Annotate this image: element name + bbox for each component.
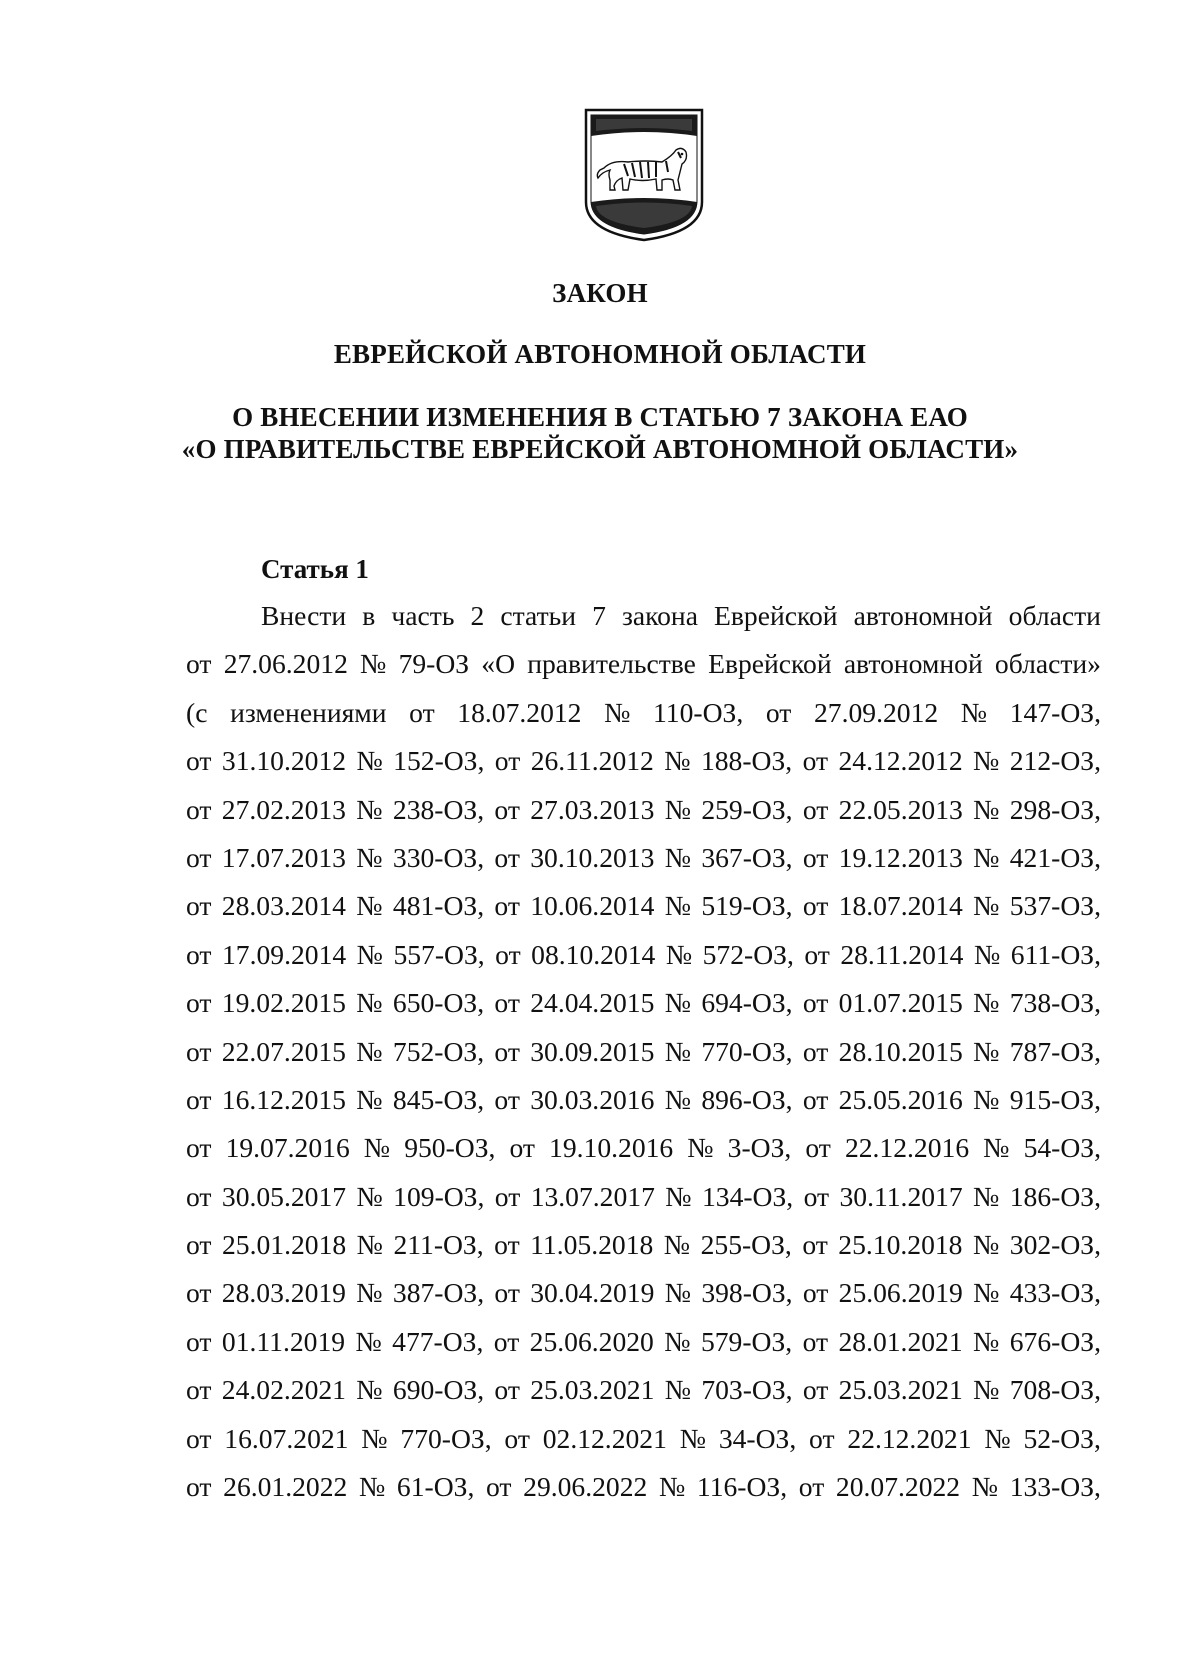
- region-heading: ЕВРЕЙСКОЙ АВТОНОМНОЙ ОБЛАСТИ: [333, 339, 867, 369]
- law-title-line-2: «О ПРАВИТЕЛЬСТВЕ ЕВРЕЙСКОЙ АВТОНОМНОЙ ОБЛАСТИ»: [181, 434, 1019, 464]
- article-word: №: [356, 1374, 383, 1406]
- article-word: 25.05.2016: [838, 1083, 963, 1115]
- article-word: 24.12.2012: [838, 745, 963, 777]
- article-word: 19.10.2016: [549, 1132, 674, 1164]
- article-word: от: [186, 1035, 212, 1067]
- article-line: [186, 882, 1101, 930]
- article-word: 19.02.2015: [221, 987, 346, 1019]
- article-word: от: [802, 745, 829, 777]
- article-word: №: [665, 938, 693, 970]
- article-word: 22.12.2021: [847, 1422, 972, 1454]
- article-word: 16.07.2021: [224, 1422, 349, 1454]
- article-word: 30.10.2013: [530, 841, 655, 873]
- article-word: 109-ОЗ,: [393, 1180, 485, 1212]
- article-word: 25.03.2021: [838, 1374, 963, 1406]
- article-word: 690-ОЗ,: [392, 1374, 485, 1406]
- article-word: 519-ОЗ,: [701, 890, 793, 922]
- article-word: от: [186, 841, 212, 873]
- article-word: от: [802, 793, 829, 825]
- article-word: 738-ОЗ,: [1009, 987, 1101, 1019]
- article-word: 845-ОЗ,: [392, 1083, 485, 1115]
- article-word: №: [971, 1471, 999, 1503]
- article-word: №: [664, 890, 692, 922]
- article-word: 22.05.2013: [838, 793, 963, 825]
- article-word: 27.09.2012: [814, 696, 939, 728]
- article-word: 16.12.2015: [221, 1083, 346, 1115]
- article-word: от: [805, 1132, 831, 1164]
- article-word: 28.11.2014: [840, 938, 964, 970]
- article-word: 950-ОЗ,: [404, 1132, 496, 1164]
- article-word: статьи: [500, 600, 576, 631]
- article-word: области»: [994, 648, 1101, 680]
- article-word: №: [960, 696, 988, 728]
- article-word: 25.03.2021: [530, 1374, 655, 1406]
- article-word: от: [186, 1471, 212, 1503]
- law-title-line-1: О ВНЕСЕНИИ ИЗМЕНЕНИЯ В СТАТЬЮ 7 ЗАКОНА ЕАО: [232, 402, 968, 432]
- article-word: №: [973, 745, 1000, 777]
- coat-of-arms-tiger-icon: [582, 106, 706, 244]
- article-word: №: [363, 1132, 391, 1164]
- article-word: №: [356, 841, 383, 873]
- article-word: автономной: [843, 648, 983, 680]
- article-word: №: [664, 1325, 691, 1357]
- article-word: 22.12.2016: [844, 1132, 970, 1164]
- article-line: [186, 1173, 1101, 1221]
- article-word: 302-ОЗ,: [1009, 1229, 1101, 1261]
- article-word: области: [1008, 600, 1101, 631]
- article-word: закона: [621, 600, 698, 631]
- article-word: №: [356, 1229, 383, 1261]
- article-word: №: [356, 793, 383, 825]
- article-word: 298-ОЗ,: [1009, 793, 1101, 825]
- article-word: 3-ОЗ,: [727, 1132, 792, 1164]
- article-word: 147-ОЗ,: [1009, 696, 1101, 728]
- article-line: [186, 640, 1101, 688]
- article-word: 481-ОЗ,: [392, 890, 485, 922]
- article-word: 255-ОЗ,: [700, 1229, 792, 1261]
- article-word: №: [663, 1229, 691, 1261]
- article-word: №: [604, 696, 631, 728]
- article-word: от: [486, 1471, 512, 1503]
- article-word: 703-ОЗ,: [701, 1374, 793, 1406]
- article-word: (с: [186, 696, 208, 728]
- article-line: [186, 979, 1101, 1027]
- article-word: 25.06.2020: [529, 1325, 654, 1357]
- article-word: 211-ОЗ,: [393, 1229, 484, 1261]
- article-word: №: [665, 1180, 692, 1212]
- article-word: 30.04.2019: [530, 1277, 655, 1309]
- article-word: 79-ОЗ: [398, 648, 470, 680]
- article-word: №: [973, 987, 1000, 1019]
- article-word: 557-ОЗ,: [393, 938, 485, 970]
- article-word: №: [658, 1471, 686, 1503]
- article-word: 421-ОЗ,: [1009, 841, 1101, 873]
- article-line: [186, 1028, 1101, 1076]
- article-word: автономной: [853, 600, 993, 631]
- article-word: от: [186, 890, 212, 922]
- article-word: 387-ОЗ,: [392, 1277, 485, 1309]
- article-word: 31.10.2012: [221, 745, 347, 777]
- article-word: №: [973, 1325, 1000, 1357]
- article-line: [186, 737, 1101, 785]
- article-word: №: [664, 1035, 692, 1067]
- article-word: от: [494, 793, 520, 825]
- article-word: 398-ОЗ,: [701, 1277, 793, 1309]
- article-word: 330-ОЗ,: [392, 841, 485, 873]
- article-word: от: [765, 696, 792, 728]
- article-word: от: [186, 1083, 212, 1115]
- article-line: [186, 1366, 1101, 1414]
- article-word: 13.07.2017: [530, 1180, 655, 1212]
- article-word: 650-ОЗ,: [392, 987, 485, 1019]
- article-word: от: [186, 938, 212, 970]
- article-word: №: [664, 1083, 692, 1115]
- article-word: от: [493, 1325, 520, 1357]
- article-word: от: [186, 1374, 212, 1406]
- article-line: [186, 1269, 1101, 1317]
- article-word: №: [356, 1083, 383, 1115]
- article-word: правительстве: [527, 648, 696, 680]
- article-word: №: [664, 793, 692, 825]
- article-word: 787-ОЗ,: [1009, 1035, 1101, 1067]
- article-word: 708-ОЗ,: [1009, 1374, 1101, 1406]
- article-word: 28.03.2019: [221, 1277, 346, 1309]
- article-word: №: [973, 793, 1000, 825]
- article-word: 30.03.2016: [530, 1083, 655, 1115]
- article-word: от: [504, 1422, 530, 1454]
- article-word: Еврейской: [714, 600, 838, 631]
- article-word: 25.01.2018: [221, 1229, 347, 1261]
- article-word: 152-ОЗ,: [393, 745, 485, 777]
- article-word: №: [973, 1035, 1000, 1067]
- article-word: №: [973, 1180, 1000, 1212]
- article-word: 611-ОЗ,: [1010, 938, 1101, 970]
- article-word: от: [802, 890, 829, 922]
- article-word: часть: [391, 600, 455, 631]
- article-word: №: [356, 1180, 383, 1212]
- article-word: 367-ОЗ,: [701, 841, 793, 873]
- article-word: 212-ОЗ,: [1009, 745, 1101, 777]
- article-word: 10.06.2014: [530, 890, 655, 922]
- article-word: от: [186, 648, 212, 680]
- article-word: №: [361, 1422, 388, 1454]
- article-word: 116-ОЗ,: [696, 1471, 788, 1503]
- article-word: 54-ОЗ,: [1023, 1132, 1101, 1164]
- article-word: 19.07.2016: [225, 1132, 350, 1164]
- article-word: №: [360, 648, 387, 680]
- article-word: от: [494, 1180, 521, 1212]
- article-word: от: [494, 1083, 520, 1115]
- article-word: от: [186, 745, 212, 777]
- article-word: №: [973, 841, 1000, 873]
- article-word: изменениями: [230, 696, 387, 728]
- article-word: 28.01.2021: [838, 1325, 963, 1357]
- article-word: от: [804, 938, 830, 970]
- article-line: [186, 834, 1101, 882]
- article-line: [186, 1221, 1101, 1269]
- article-word: 30.05.2017: [221, 1180, 347, 1212]
- article-word: 18.07.2012: [457, 696, 582, 728]
- article-word: 188-ОЗ,: [700, 745, 793, 777]
- article-word: 25.10.2018: [838, 1229, 963, 1261]
- article-word: от: [186, 1132, 212, 1164]
- article-line: [186, 1124, 1101, 1172]
- article-word: от: [186, 1229, 212, 1261]
- article-word: от: [509, 1132, 535, 1164]
- article-word: от: [186, 1422, 212, 1454]
- article-word: №: [355, 1325, 382, 1357]
- article-word: от: [802, 1325, 829, 1357]
- article-word: 694-ОЗ,: [701, 987, 793, 1019]
- article-word: 02.12.2021: [542, 1422, 667, 1454]
- article-word: №: [973, 1374, 1000, 1406]
- article-word: №: [664, 745, 691, 777]
- article-word: 19.12.2013: [838, 841, 963, 873]
- article-line: [186, 786, 1101, 834]
- article-word: №: [356, 938, 383, 970]
- article-word: 22.07.2015: [221, 1035, 346, 1067]
- article-word: 34-ОЗ,: [718, 1422, 797, 1454]
- article-line: [186, 931, 1101, 979]
- article-word: 26.11.2012: [530, 745, 654, 777]
- article-word: от: [809, 1422, 835, 1454]
- article-word: 17.09.2014: [221, 938, 347, 970]
- article-word: №: [972, 1229, 1000, 1261]
- article-word: 186-ОЗ,: [1009, 1180, 1101, 1212]
- article-word: 24.02.2021: [221, 1374, 346, 1406]
- article-word: 11.05.2018: [530, 1229, 654, 1261]
- article-word: №: [973, 938, 1001, 970]
- article-word: 28.03.2014: [221, 890, 346, 922]
- article-word: от: [494, 1374, 520, 1406]
- law-heading: ЗАКОН: [552, 278, 648, 308]
- article-word: от: [802, 841, 829, 873]
- article-word: 433-ОЗ,: [1009, 1277, 1101, 1309]
- article-word: №: [664, 987, 692, 1019]
- article-word: №: [356, 890, 383, 922]
- article-word: №: [664, 1374, 692, 1406]
- article-word: №: [973, 1277, 1000, 1309]
- article-word: 238-ОЗ,: [392, 793, 485, 825]
- article-word: от: [495, 938, 521, 970]
- article-word: от: [186, 1277, 212, 1309]
- article-word: 110-ОЗ,: [653, 696, 744, 728]
- article-word: 01.11.2019: [221, 1325, 346, 1357]
- article-line: [186, 1076, 1101, 1124]
- article-word: №: [358, 1471, 386, 1503]
- article-line: [186, 689, 1101, 737]
- article-word: 30.09.2015: [530, 1035, 655, 1067]
- article-line: [186, 1415, 1101, 1463]
- article-word: 18.07.2014: [838, 890, 963, 922]
- article-word: 20.07.2022: [835, 1471, 961, 1503]
- article-word: Внести: [261, 600, 347, 631]
- article-body: [186, 592, 1101, 1511]
- article-word: 915-ОЗ,: [1009, 1083, 1101, 1115]
- article-word: №: [356, 1277, 383, 1309]
- article-word: от: [802, 1229, 828, 1261]
- article-word: 477-ОЗ,: [392, 1325, 484, 1357]
- article-word: 17.07.2013: [221, 841, 346, 873]
- article-word: 676-ОЗ,: [1009, 1325, 1101, 1357]
- article-line: [186, 1463, 1101, 1511]
- article-word: от: [802, 1083, 829, 1115]
- article-word: №: [664, 841, 692, 873]
- article-word: 08.10.2014: [531, 938, 656, 970]
- article-word: №: [356, 1035, 383, 1067]
- article-word: от: [802, 1035, 829, 1067]
- article-word: от: [803, 1180, 830, 1212]
- article-word: от: [494, 987, 520, 1019]
- article-word: 52-ОЗ,: [1023, 1422, 1101, 1454]
- article-word: №: [356, 987, 383, 1019]
- article-word: от: [186, 1325, 212, 1357]
- article-word: 134-ОЗ,: [701, 1180, 794, 1212]
- article-word: от: [494, 841, 520, 873]
- article-word: №: [356, 745, 383, 777]
- article-word: «О: [481, 648, 516, 680]
- article-word: от: [186, 1180, 212, 1212]
- article-word: от: [409, 696, 435, 728]
- article-word: №: [983, 1132, 1010, 1164]
- article-word: 896-ОЗ,: [701, 1083, 793, 1115]
- article-word: №: [687, 1132, 714, 1164]
- article-word: от: [802, 987, 829, 1019]
- article-word: от: [494, 745, 521, 777]
- article-word: 25.06.2019: [838, 1277, 963, 1309]
- article-word: 2: [470, 600, 485, 631]
- article-word: от: [186, 987, 212, 1019]
- article-word: 752-ОЗ,: [392, 1035, 485, 1067]
- article-word: 30.11.2017: [839, 1180, 963, 1212]
- article-word: 259-ОЗ,: [701, 793, 793, 825]
- article-word: 01.07.2015: [838, 987, 963, 1019]
- article-word: от: [798, 1471, 825, 1503]
- article-word: 572-ОЗ,: [702, 938, 794, 970]
- article-heading: Статья 1: [261, 554, 369, 584]
- article-word: 133-ОЗ,: [1009, 1471, 1101, 1503]
- article-word: от: [494, 1229, 520, 1261]
- article-word: №: [679, 1422, 707, 1454]
- article-word: №: [973, 1083, 1000, 1115]
- article-word: от: [802, 1277, 829, 1309]
- article-word: 579-ОЗ,: [700, 1325, 793, 1357]
- article-word: от: [494, 1277, 520, 1309]
- article-word: в: [362, 600, 376, 631]
- article-word: №: [984, 1422, 1011, 1454]
- article-word: 27.06.2012: [223, 648, 348, 680]
- article-word: 770-ОЗ,: [701, 1035, 793, 1067]
- article-word: 28.10.2015: [838, 1035, 963, 1067]
- article-word: 27.02.2013: [221, 793, 346, 825]
- article-word: 29.06.2022: [523, 1471, 648, 1503]
- article-word: Еврейской: [708, 648, 832, 680]
- article-word: 61-ОЗ,: [396, 1471, 475, 1503]
- article-word: от: [186, 793, 212, 825]
- article-word: №: [973, 890, 1000, 922]
- article-word: 7: [592, 600, 606, 631]
- article-word: 24.04.2015: [530, 987, 655, 1019]
- article-word: №: [664, 1277, 692, 1309]
- article-line: [261, 592, 1101, 640]
- article-word: от: [494, 890, 520, 922]
- article-line: [186, 1318, 1101, 1366]
- article-word: от: [802, 1374, 829, 1406]
- article-word: от: [494, 1035, 520, 1067]
- article-word: 26.01.2022: [223, 1471, 348, 1503]
- article-word: 27.03.2013: [530, 793, 655, 825]
- article-word: 537-ОЗ,: [1009, 890, 1101, 922]
- article-word: 770-ОЗ,: [400, 1422, 492, 1454]
